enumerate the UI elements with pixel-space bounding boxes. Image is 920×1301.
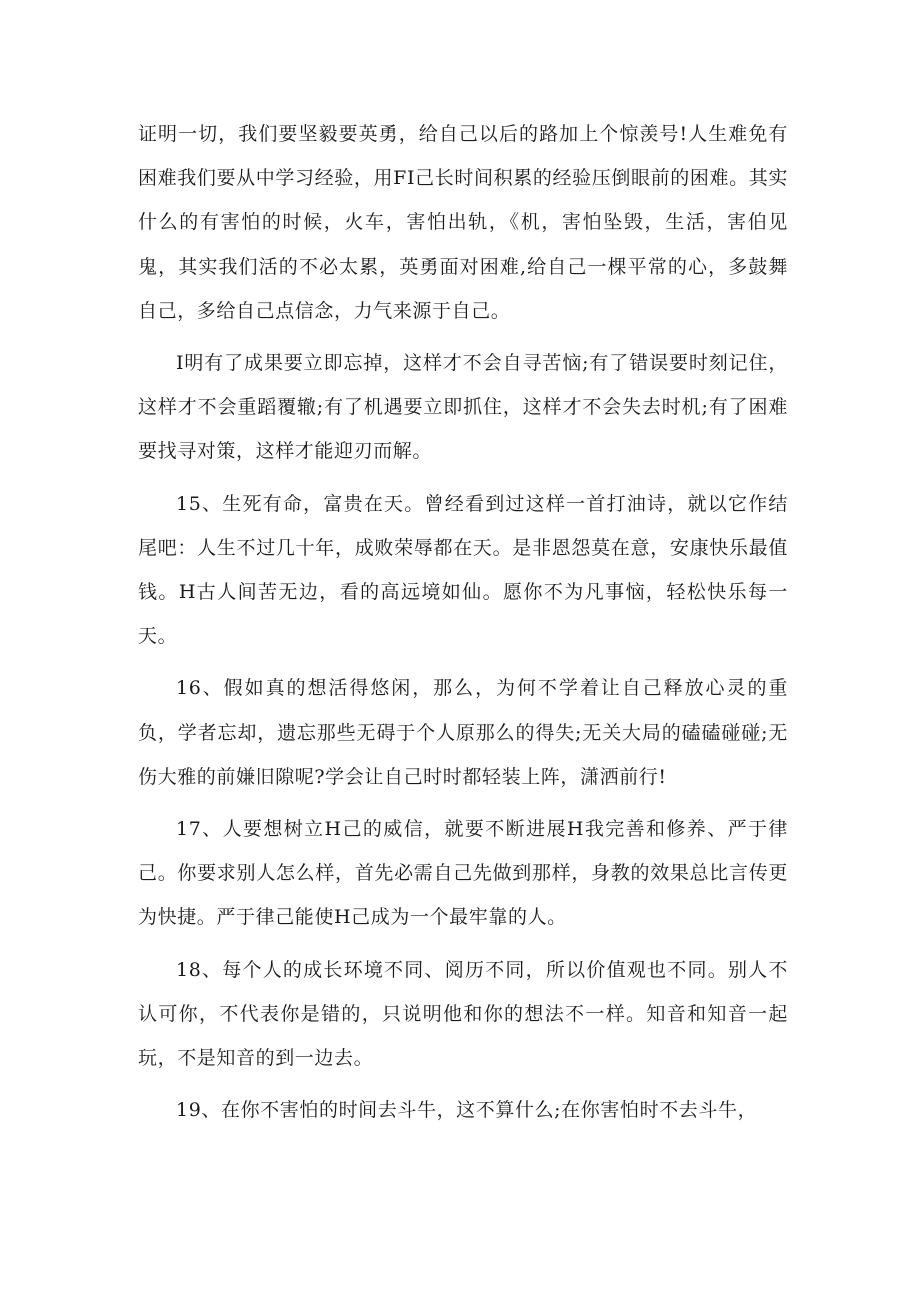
document-page <box>138 112 788 1132</box>
paragraph-16: 16、假如真的想活得悠闲，那么，为何不学着让自己释放心灵的重负，学者忘却，遗忘那些无碍于个人原那么的得失;无关大局的磕磕碰碰;无伤大雅的前嫌旧隙呢?学会让自己时时都轻装上阵，潇洒前行! <box>138 677 788 788</box>
paragraph-2: I明有了成果要立即忘掉，这样才不会自寻苦恼;有了错误要时刻记住，这样才不会重蹈覆辙;有了机遇要立即抓住，这样才不会失去时机;有了困难要找寻对策，这样才能迎刃而解。 <box>138 352 788 463</box>
paragraph-15: 15、生死有命，富贵在天。曾经看到过这样一首打油诗，就以它作结尾吧：人生不过几十年，成败荣辱都在天。是非恩怨莫在意，安康快乐最值钱。H古人间苦无边，看的高远境如仙。愿你不为凡事恼，轻松快乐每一天。 <box>138 492 788 648</box>
paragraph-18: 18、每个人的成长环境不同、阅历不同，所以价值观也不同。别人不认可你，不代表你是错的，只说明他和你的想法不一样。知音和知音一起玩，不是知音的到一边去。 <box>138 958 788 1070</box>
paragraph-19: 19、在你不害怕的时间去斗牛，这不算什么;在你害怕时不去斗牛， <box>176 1099 758 1122</box>
paragraph-1: 证明一切，我们要坚毅要英勇，给自己以后的路加上个惊羡号!人生难免有困难我们要从中学习经验，用FI己长时间积累的经验压倒眼前的困难。其实什么的有害怕的时候，火车，害怕出轨，《机，害怕坠毁，生活，害伯见鬼，其实我们活的不必太累，英勇面对困难,给自己一棵平常的心，多鼓舞自己，多给自己点信念，力气来源于自己。 <box>138 123 788 322</box>
paragraph-17: 17、人要想树立H己的威信，就要不断进展H我完善和修养、严于律己。你要求别人怎么样，首先必需自己先做到那样，身教的效果总比言传更为快捷。严于律己能使H己成为一个最牢靠的人。 <box>138 818 788 929</box>
